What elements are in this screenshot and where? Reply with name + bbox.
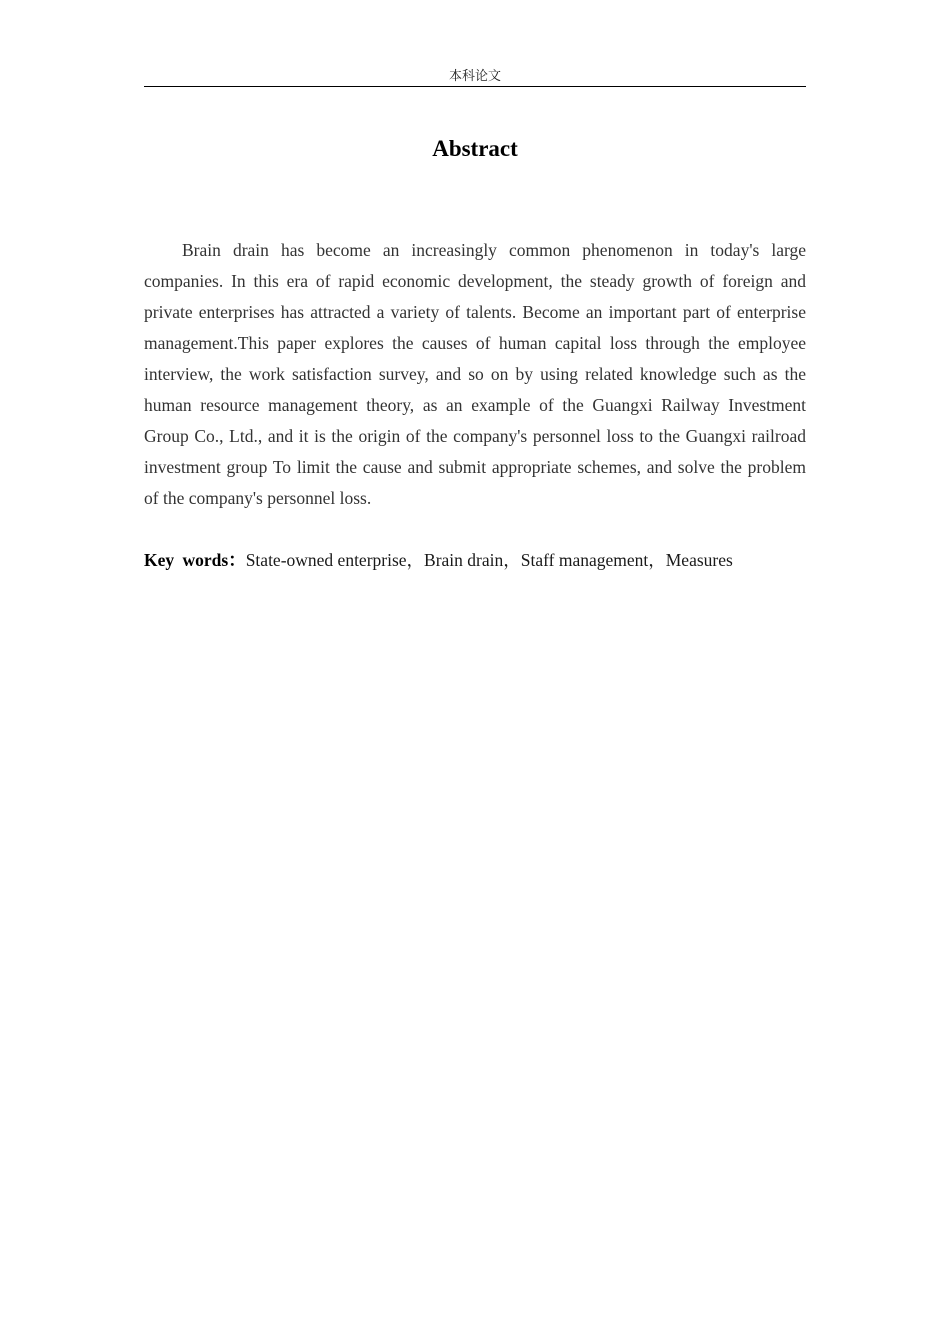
- page-title: Abstract: [432, 136, 518, 161]
- page-header: [144, 68, 806, 87]
- page-header-text: 本科论文: [448, 69, 501, 84]
- abstract-paragraph: Brain drain has become an increasingly common phenomenon in today's large companies. In this era of rapid economic development, the steady growth of foreign and private enterprises has attracted a variety of talents. Become an important part of enterprise management.This paper explores the causes of human capital loss through the employee interview, the work satisfaction survey, and so on by using related knowledge such as the human resource management theory, as an example of the Guangxi Railway Investment Group Co., Ltd., and it is the origin of the company's personnel loss to the Guangxi railroad investment group To limit the cause and submit appropriate schemes, and solve the problem of the company's personnel loss.: [144, 240, 806, 508]
- keywords-label: Key words：: [144, 550, 246, 570]
- keywords-line: [144, 545, 844, 576]
- keywords-list: State-owned enterprise，Brain drain，Staff management，Measures: [245, 550, 733, 570]
